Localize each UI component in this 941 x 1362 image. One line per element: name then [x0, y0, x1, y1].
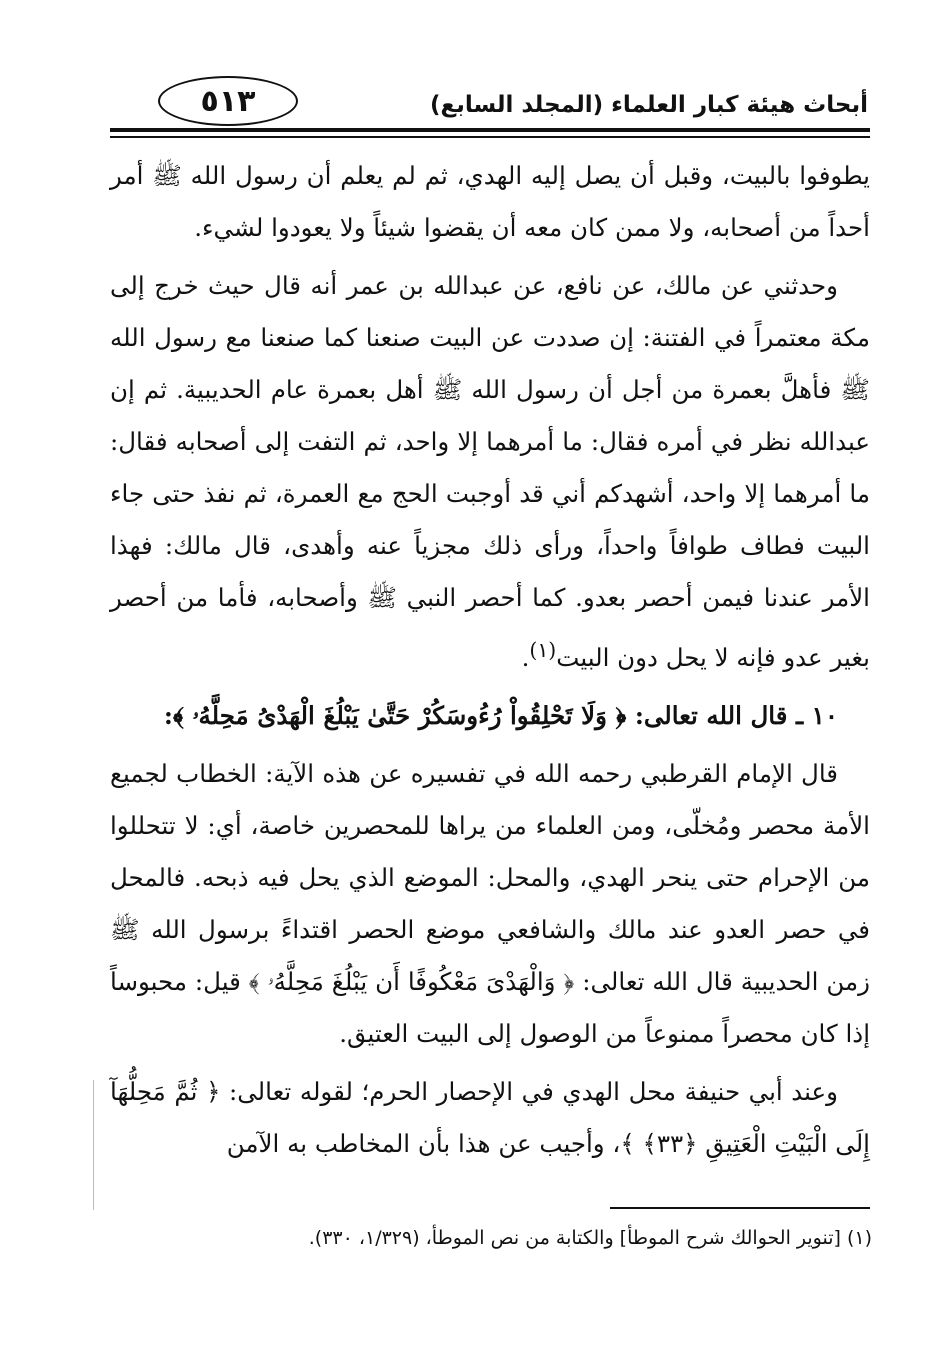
body-text — [110, 150, 870, 1170]
scan-margin-line — [93, 1080, 94, 1210]
section-heading-10: ١٠ ـ قال الله تعالى: ﴿ وَلَا تَحْلِقُواْ رُءُوسَكُرْ حَتَّىٰ يَبْلُغَ الْهَدْىُ مَحِلَّهُۥ ﴾: — [163, 701, 838, 731]
paragraph-4: وعند أبي حنيفة محل الهدي في الإحصار الحرم؛ لقوله تعالى: ﴿ ثُمَّ مَحِلُّهَآ إِلَى الْبَيْتِ الْعَتِيقِ ﴿٣٣﴾ ﴾، وأجيب عن هذا بأن المخاطب به الآمن — [110, 1077, 870, 1159]
page-number: ٥١٣ — [158, 76, 298, 126]
running-title: أبحاث هيئة كبار العلماء (المجلد السابع) — [429, 92, 868, 118]
footnote-separator — [610, 1207, 870, 1209]
footnote-1: (١) [تنوير الحوالك شرح الموطأ] والكتابة من نص الموطأ، (١/٣٢٩، ٣٣٠). — [308, 1227, 872, 1249]
paragraph-2-text: وحدثني عن مالك، عن نافع، عن عبدالله بن عمر أنه قال حيث خرج إلى مكة معتمراً في الفتنة: إن صددت عن البيت صنعنا كما صنعنا مع رسول الله ﷺ فأهلَّ بعمرة من أجل أن رسول الله ﷺ أهل بعمرة عام الحديبية. ثم إن عبدالله نظر في أمره فقال: ما أمرهما إلا واحد، ثم التفت إلى أصحابه فقال: ما أمرهما إلا واحد، أشهدكم أني قد أوجبت الحج مع العمرة، ثم نفذ حتى جاء البيت فطاف طوافاً واحداً، ورأى ذلك مجزياً عنه وأهدى، قال مالك: فهذا الأمر عندنا فيمن أحصر بعدو. كما أحصر النبي ﷺ وأصحابه، فأما من أحصر بغير عدو فإنه لا يحل دون البيت — [110, 271, 870, 673]
paragraph-2: وحدثني عن مالك، عن نافع، عن عبدالله بن عمر أنه قال حيث خرج إلى مكة معتمراً في الفتنة: إن صددت عن البيت صنعنا كما صنعنا مع رسول الله ﷺ فأهلَّ بعمرة من أجل أن رسول الله ﷺ أهل بعمرة عام الحديبية. ثم إن عبدالله نظر في أمره فقال: ما أمرهما إلا واحد، ثم التفت إلى أصحابه فقال: ما أمرهما إلا واحد، أشهدكم أني قد أوجبت الحج مع العمرة، ثم نفذ حتى جاء البيت فطاف طوافاً واحداً، ورأى ذلك مجزياً عنه وأهدى، قال مالك: فهذا الأمر عندنا فيمن أحصر بعدو. كما أحصر النبي ﷺ وأصحابه، فأما من أحصر بغير عدو فإنه لا يحل دون البيت$^{(١)}$. — [110, 271, 870, 673]
paragraph-1: يطوفوا بالبيت، وقبل أن يصل إليه الهدي، ثم لم يعلم أن رسول الله ﷺ أمر أحداً من أصحابه، ولا ممن كان معه أن يقضوا شيئاً ولا يعودوا لشيء. — [110, 161, 870, 242]
paragraph-3: قال الإمام القرطبي رحمه الله في تفسيره عن هذه الآية: الخطاب لجميع الأمة محصر ومُخلّى، ومن العلماء من يراها للمحصرين خاصة، أي: لا تتحللوا من الإحرام حتى ينحر الهدي، والمحل: الموضع الذي يحل فيه ذبحه. فالمحل في حصر العدو عند مالك والشافعي موضع الحصر اقتداءً برسول الله ﷺ زمن الحديبية قال الله تعالى: ﴿ وَالْهَدْىَ مَعْكُوفًا أَن يَبْلُغَ مَحِلَّهُۥ ﴾ قيل: محبوساً إذا كان محصراً ممنوعاً من الوصول إلى البيت العتيق. — [110, 759, 870, 1049]
page-header — [110, 70, 870, 140]
header-rule-thin — [110, 136, 870, 138]
footnote-ref: (١) — [529, 638, 557, 662]
header-rule-thick — [110, 128, 870, 132]
